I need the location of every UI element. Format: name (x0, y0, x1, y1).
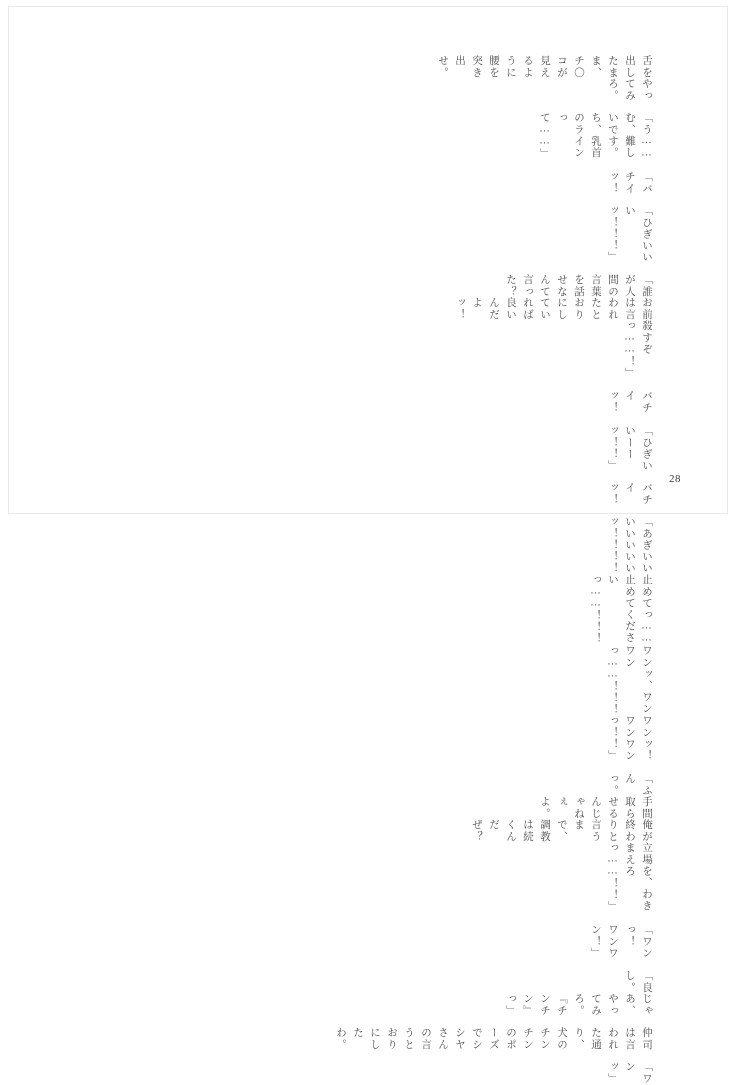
text-line: 「う……む、難しいです。ち、乳首のラインって……」 (539, 112, 652, 160)
text-line: 舌を出したまま、チ〇コが見えるように腰を突き出せ。 (437, 55, 652, 79)
text-line: ワンッ、ワンワンっ……！！！ (607, 644, 652, 716)
text-line: バチイッ！ (607, 482, 652, 506)
text-line: 「あぎいいいいいいいッ！！！！ (607, 516, 652, 575)
paper-sheet (8, 6, 728, 1085)
text-line: 俺が終わりと言うまで、調教は続くんだぜ？ (471, 819, 652, 843)
text-line: 「ワンっ！ ワンワン！」 (590, 924, 652, 959)
text-line: 仲司は言われた通り、犬のチンチンのポーズでシシヤさんの言うとおりにしたわ。 (335, 1027, 652, 1051)
text-line: 「ふんっ。 (607, 772, 652, 796)
page-number: 28 (669, 473, 681, 485)
text-line: 殺すぞっ……！」 (624, 320, 652, 380)
text-line: お前は言われたとおりにしていれば良いんだよッ！ (454, 297, 652, 321)
text-line: 立場を、わきまえろっ……！！」 (607, 842, 652, 914)
text-line: 「ワンッ」 (607, 1061, 652, 1085)
text-line: 「ひぎいいーーッ！！」 (607, 424, 652, 472)
text-line: 止めてっ……止めてくださいっ……！！！ (590, 574, 652, 645)
vertical-text-block (332, 55, 655, 1085)
text-line: ワンッ！ ワンワンっ！！」 (607, 715, 652, 774)
text-line: 「バチイッ！ (607, 170, 652, 195)
text-line: 「誰が人間の言葉を話せなんて言った？ (505, 274, 652, 298)
text-line: 「ひぎいいいッ！！！」 (607, 205, 652, 264)
text-line: 手間取らせるんじゃねぇよ。 (539, 796, 652, 820)
text-line: じゃあ、やってみろ。『チンチン』っ」 (505, 993, 652, 1017)
text-line: 「良し。 (624, 969, 652, 993)
text-line: やってみろ。 (607, 78, 652, 102)
text-line: バチイッ！ (607, 390, 652, 414)
